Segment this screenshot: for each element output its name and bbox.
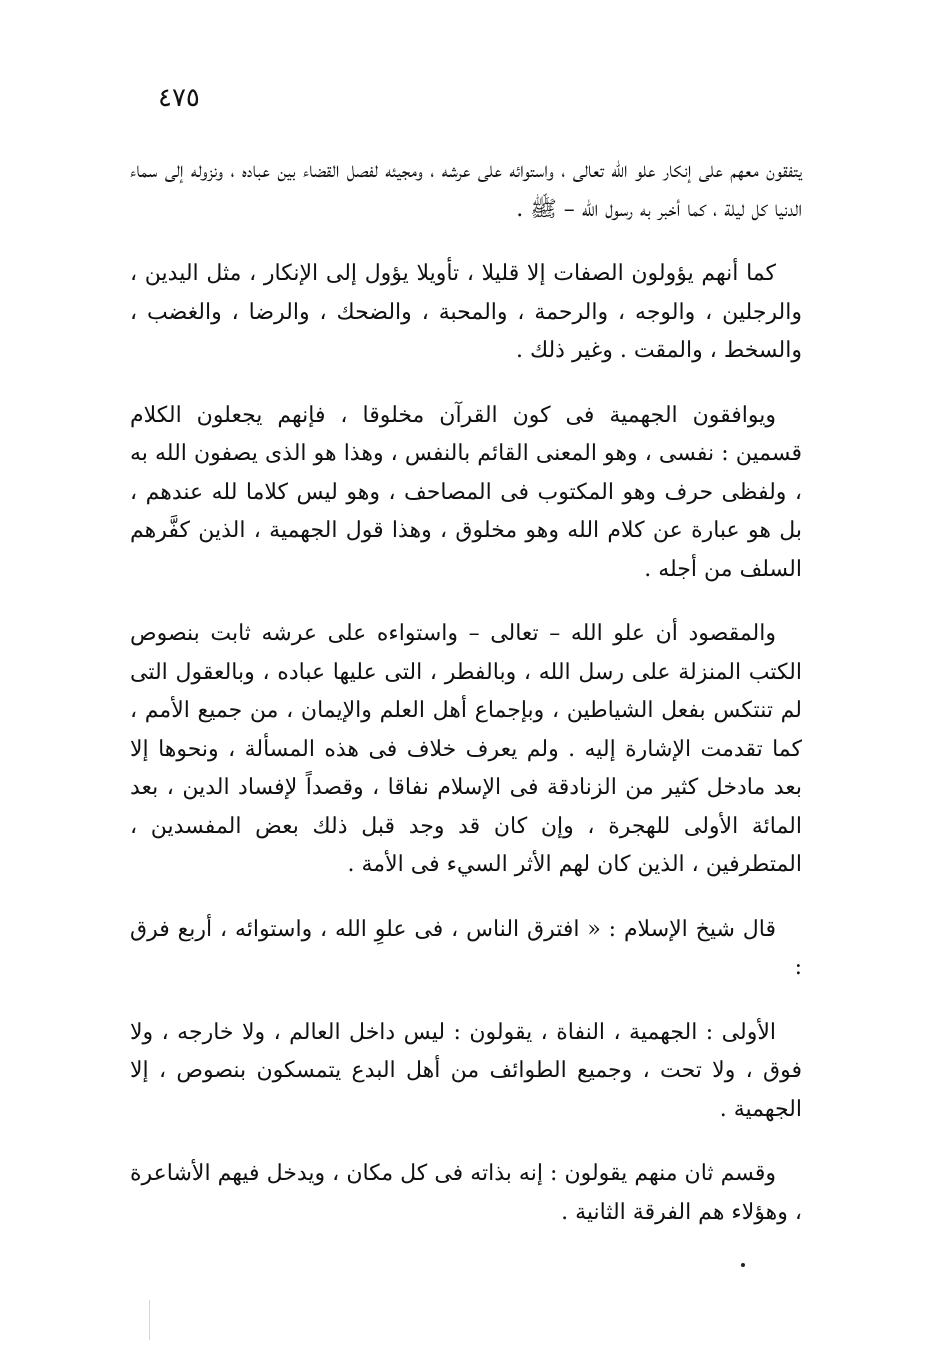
paragraph-7: وقسم ثان منهم يقولون : إنه بذاته فى كل مكان ، ويدخل فيهم الأشاعرة ، وهؤلاء هم الفرقة الثانية . — [130, 1161, 802, 1225]
paragraph-2: كما أنهم يؤولون الصفات إلا قليلا ، تأويلا يؤول إلى الإنكار ، مثل اليدين ، والرجلين ، والوجه ، والرحمة ، والمحبة ، والضحك ، والرضا ، والغضب ، والسخط ، والمقت . وغير ذلك . — [130, 261, 802, 363]
scan-artifact-line — [149, 1300, 150, 1340]
paragraph-4: والمقصود أن علو الله – تعالى – واستواءه على عرشه ثابت بنصوص الكتب المنزلة على رسل الله ، وبالفطر ، التى عليها عباده ، وبالعقول التى لم تنتكس بفعل الشياطين ، وبإجماع أهل العلم والإيمان ، من جميع الأمم ، كما تقدمت الإشارة إليه . ولم يعرف خلاف فى هذه المسألة ، ونحوها إلا بعد مادخل كثير من الزنادقة فى الإسلام نفاقا ، وقصداً لإفساد الدين ، بعد المائة الأولى للهجرة ، وإن كان قد وجد قبل ذلك بعض المفسدين ، المتطرفين ، الذين كان لهم الأثر السيء فى الأمة . — [130, 621, 802, 877]
paragraph-3: ويوافقون الجهمية فى كون القرآن مخلوقا ، فإنهم يجعلون الكلام قسمين : نفسى ، وهو المعنى القائم بالنفس ، وهذا هو الذى يصفون الله به ، ولفظى حرف وهو المكتوب فى المصاحف ، وهو ليس كلاما لله عندهم ، بل هو عبارة عن كلام الله وهو مخلوق ، وهذا قول الجهمية ، الذين كفَّرهم السلف من أجله . — [130, 402, 802, 582]
paragraph-5: قال شيخ الإسلام : « افترق الناس ، فى علوِ الله ، واستوائه ، أربع فرق : — [130, 916, 802, 980]
paragraph-1: يتفقون معهم على إنكار علو الله تعالى ، واستوائه على عرشه ، ومجيئه لفصل القضاء بين عباده ، ونزوله إلى سماء الدنيا كل ليلة ، كما أخبر به رسول الله – ﷺ . — [130, 158, 802, 222]
paragraph-6: الأولى : الجهمية ، النفاة ، يقولون : ليس داخل العالم ، ولا خارجه ، ولا فوق ، ولا تحت ، وجميع الطوائف من أهل البدع يتمسكون بنصوص ، إلا الجهمية . — [130, 1019, 802, 1122]
page-number: ٤٧٥ — [158, 83, 200, 113]
page-body — [130, 152, 802, 1258]
margin-dot — [741, 1263, 745, 1267]
